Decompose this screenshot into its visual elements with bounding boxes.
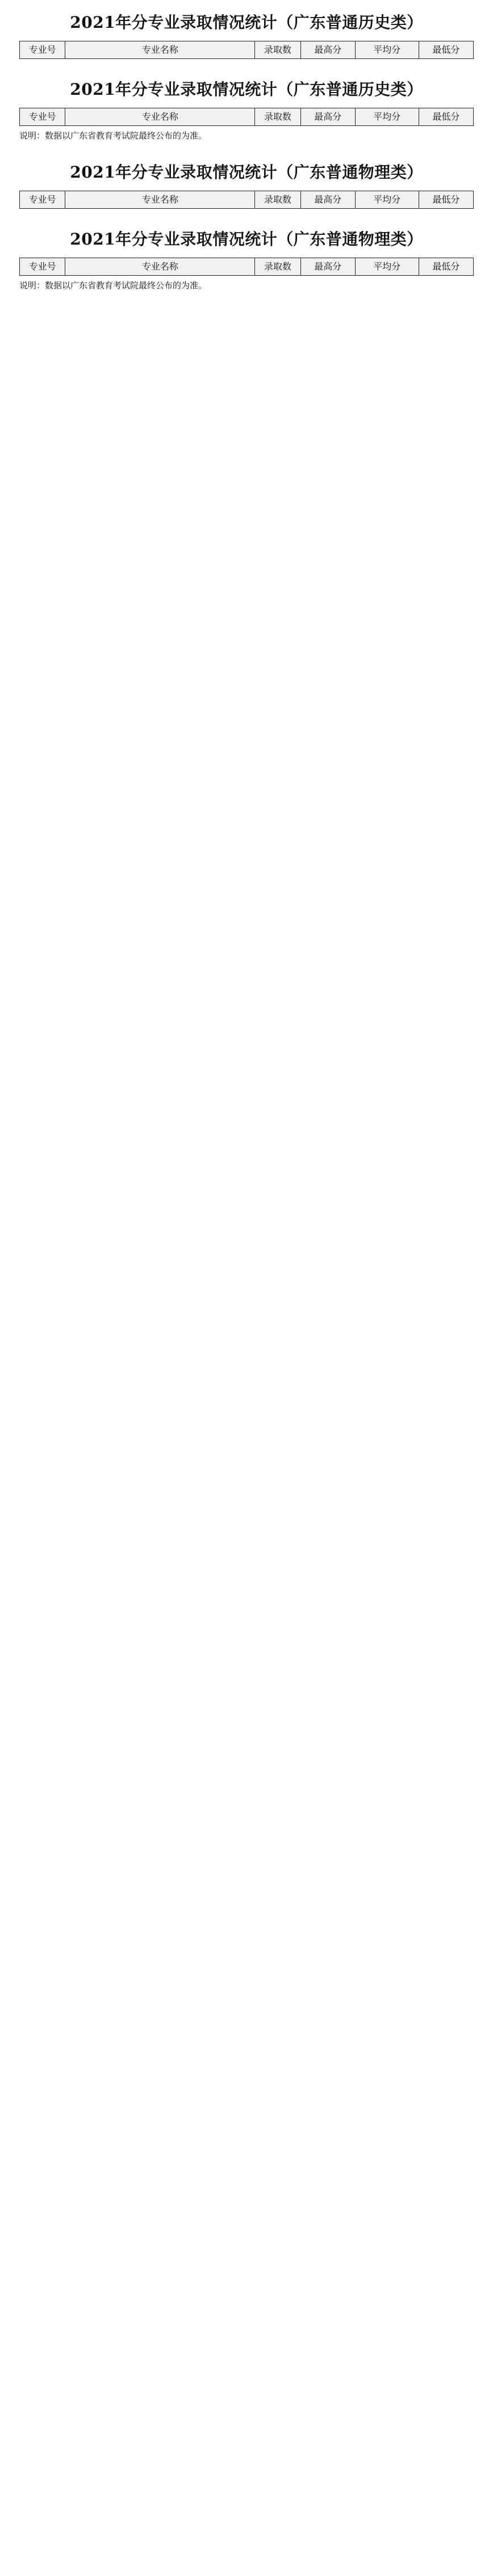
column-header-admit-count: 录取数	[255, 258, 300, 276]
column-header-avg-score: 平均分	[355, 191, 419, 209]
stats-table	[19, 108, 474, 126]
column-header-major-name: 专业名称	[65, 41, 255, 59]
column-header-major-code: 专业号	[20, 41, 65, 59]
column-header-major-name: 专业名称	[65, 258, 255, 276]
column-header-avg-score: 平均分	[355, 108, 419, 126]
column-header-major-code: 专业号	[20, 108, 65, 126]
header-row	[20, 108, 474, 126]
header-row	[20, 258, 474, 276]
stats-section	[19, 228, 474, 292]
column-header-min-score: 最低分	[419, 108, 473, 126]
column-header-admit-count: 录取数	[255, 108, 300, 126]
header-row	[20, 191, 474, 209]
column-header-major-name: 专业名称	[65, 191, 255, 209]
section-title: 2021年分专业录取情况统计（广东普通物理类）	[70, 163, 423, 182]
column-header-max-score: 最高分	[300, 191, 355, 209]
stats-section	[19, 161, 474, 209]
column-header-min-score: 最低分	[419, 41, 473, 59]
column-header-avg-score: 平均分	[355, 41, 419, 59]
stats-table	[19, 41, 474, 59]
column-header-max-score: 最高分	[300, 108, 355, 126]
column-header-avg-score: 平均分	[355, 258, 419, 276]
column-header-major-code: 专业号	[20, 191, 65, 209]
section-title: 2021年分专业录取情况统计（广东普通历史类）	[70, 80, 423, 99]
column-header-min-score: 最低分	[419, 191, 473, 209]
footnote: 说明：数据以广东省教育考试院最终公布的为准。	[19, 131, 207, 141]
column-header-max-score: 最高分	[300, 41, 355, 59]
column-header-major-name: 专业名称	[65, 108, 255, 126]
column-header-admit-count: 录取数	[255, 41, 300, 59]
stats-table	[19, 191, 474, 209]
header-row	[20, 41, 474, 59]
section-title: 2021年分专业录取情况统计（广东普通物理类）	[70, 230, 423, 249]
column-header-admit-count: 录取数	[255, 191, 300, 209]
footnote: 说明：数据以广东省教育考试院最终公布的为准。	[19, 280, 207, 291]
section-title: 2021年分专业录取情况统计（广东普通历史类）	[70, 13, 423, 32]
stats-table	[19, 258, 474, 276]
column-header-min-score: 最低分	[419, 258, 473, 276]
column-header-max-score: 最高分	[300, 258, 355, 276]
document	[19, 11, 474, 311]
stats-section	[19, 78, 474, 142]
column-header-major-code: 专业号	[20, 258, 65, 276]
stats-section	[19, 11, 474, 59]
